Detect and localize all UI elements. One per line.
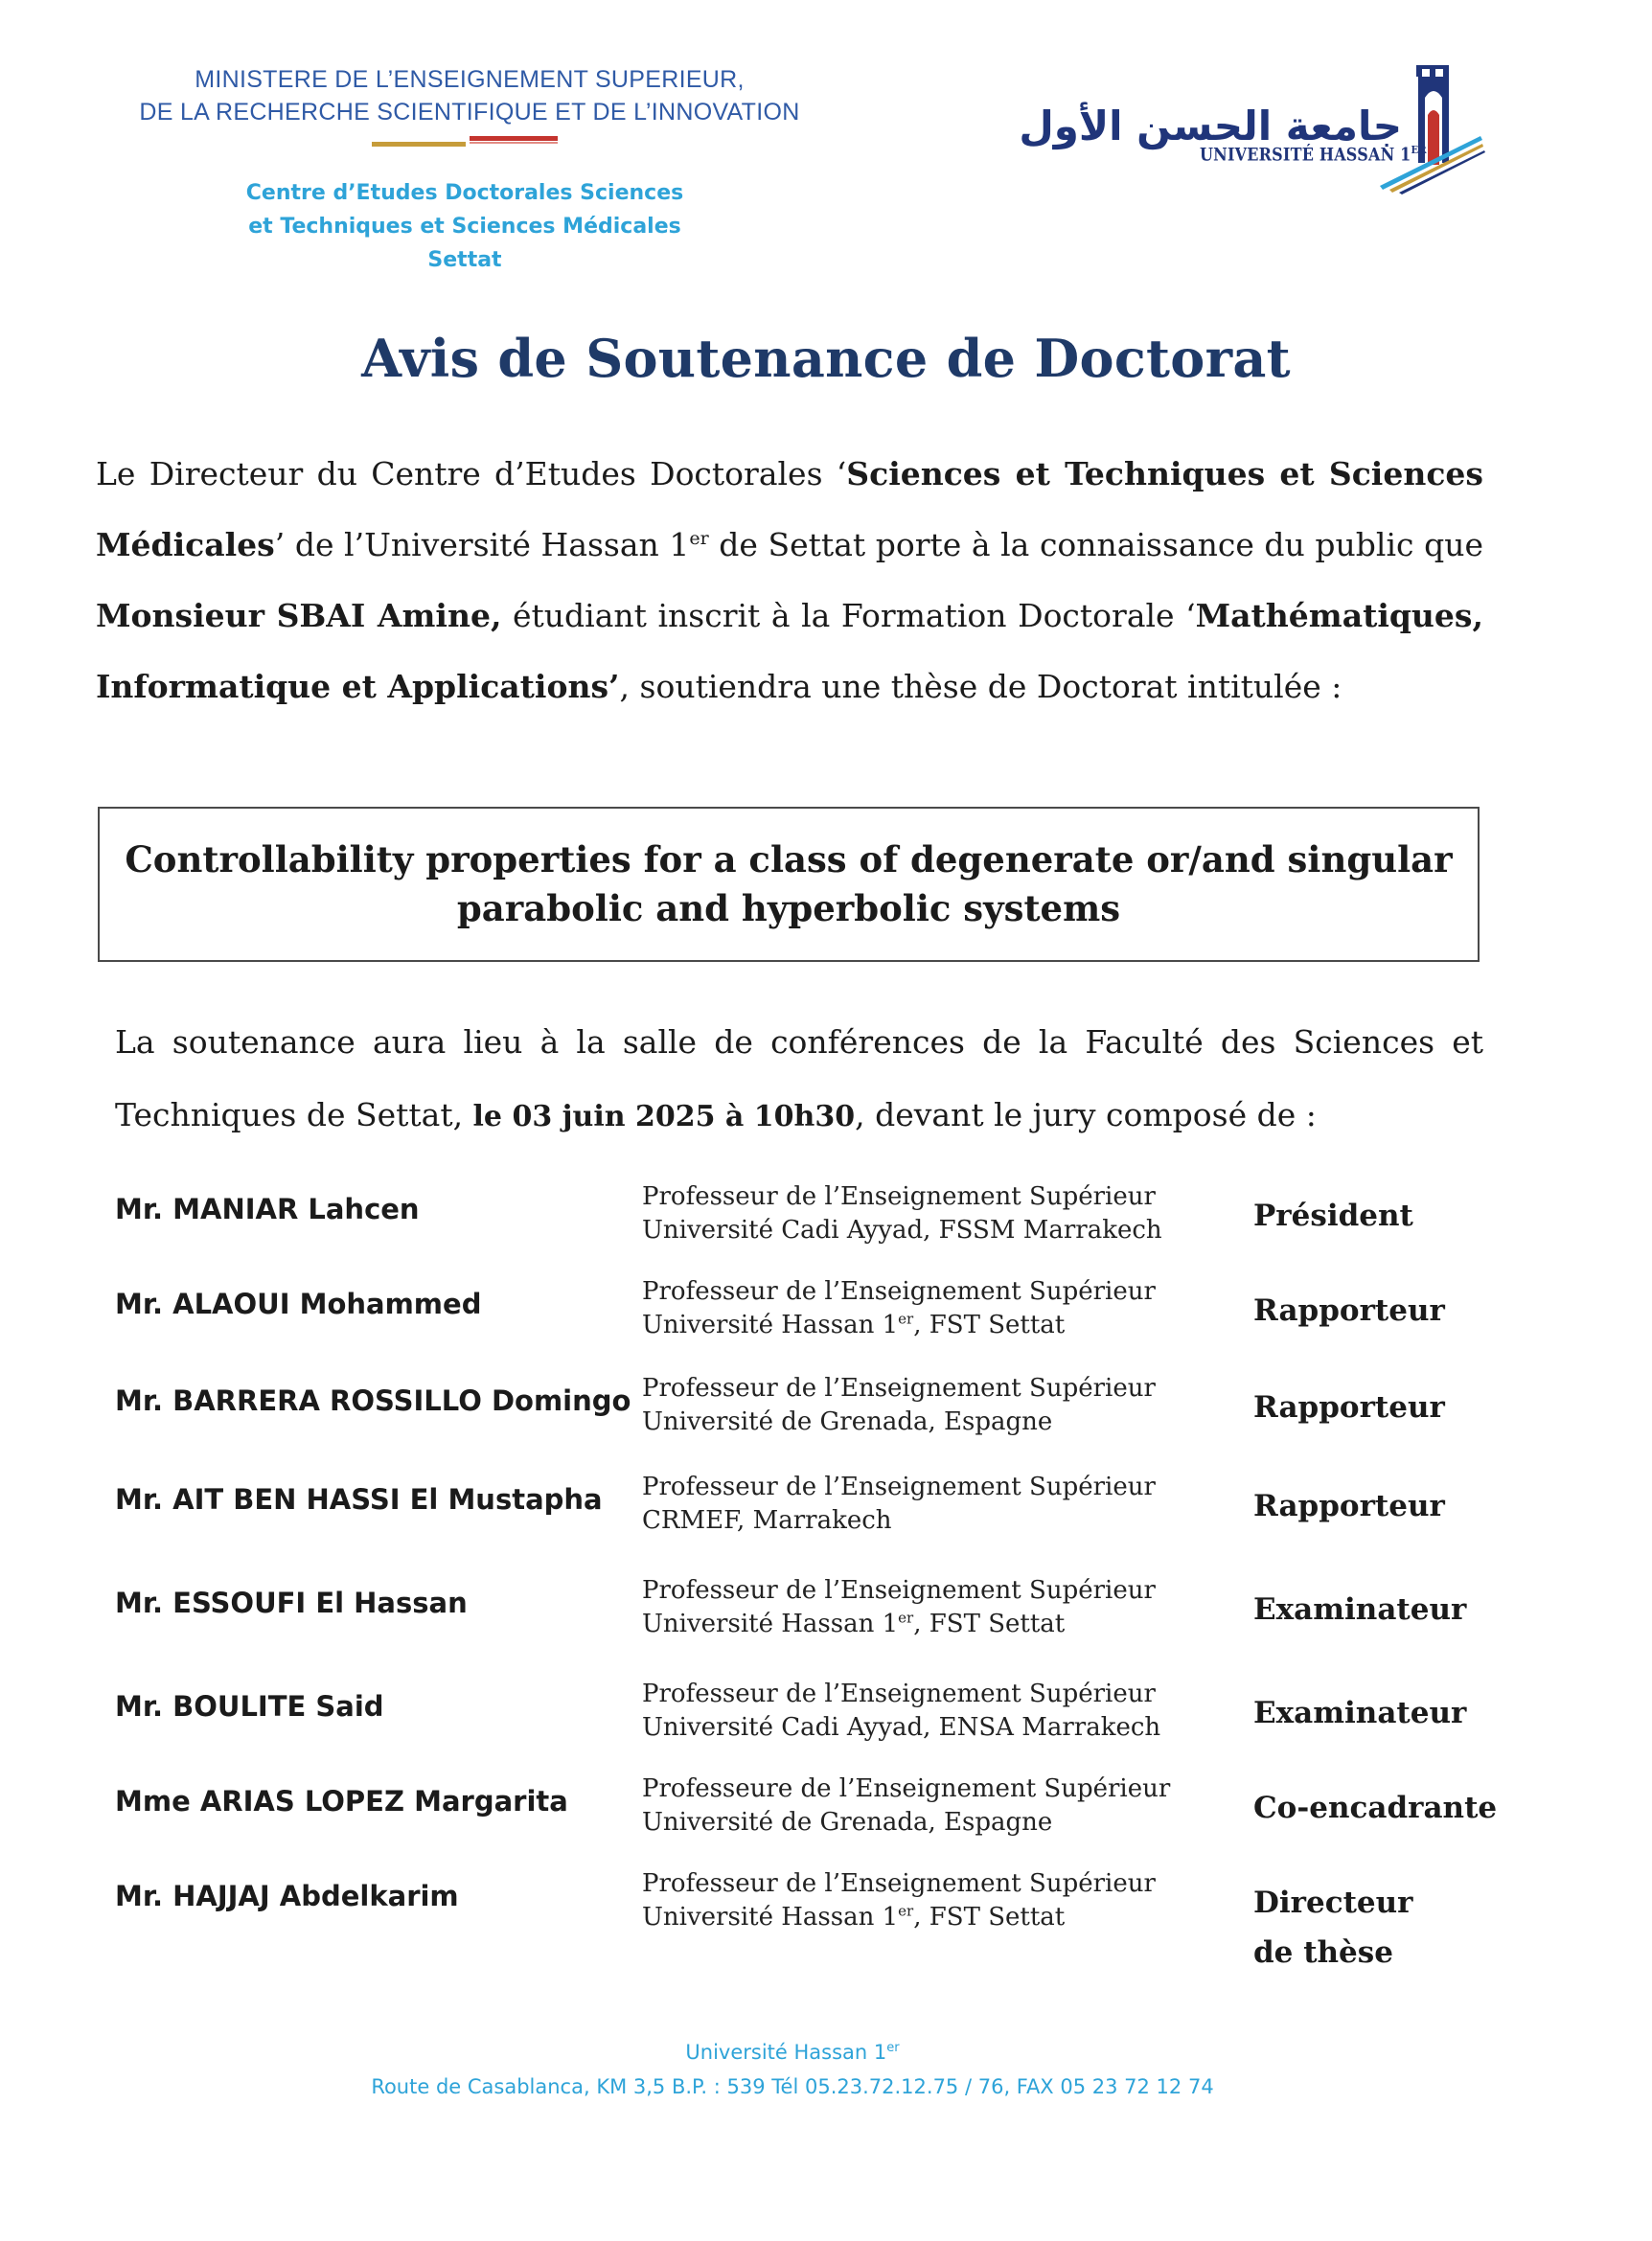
ministry-line-1: MINISTERE DE L’ENSEIGNEMENT SUPERIEUR, (195, 66, 745, 93)
intro-text-1: Le Directeur du Centre d’Etudes Doctorales ‘ (96, 455, 847, 492)
jury-member-name: Mr. MANIAR Lahcen (115, 1193, 420, 1225)
affiliation-title: Professeure de l’Enseignement Supérieur (642, 1774, 1171, 1803)
university-logo-graphic (1019, 59, 1490, 203)
affiliation-title: Professeur de l’Enseignement Supérieur (642, 1869, 1156, 1898)
intro-text-2: ’ de l’Université Hassan 1 (274, 526, 690, 563)
red-bar-shadow (470, 142, 558, 144)
red-bar (470, 136, 558, 141)
cedoc-name: Sciences et Techniques et Sciences Médicales (96, 455, 1484, 563)
affiliation-institution (642, 1309, 1179, 1342)
jury-row (0, 1374, 1585, 1471)
jury-member-name: Mme ARIAS LOPEZ Margarita (115, 1785, 568, 1818)
logo-univ-sup: ER (1411, 144, 1427, 157)
jury-row (0, 1473, 1585, 1569)
jury-member-role: Directeur de thèse (1253, 1886, 1413, 1970)
jury-member-name: Mr. HAJJAJ Abdelkarim (115, 1880, 459, 1912)
center-line-1: Centre d’Etudes Doctorales Sciences (245, 181, 684, 205)
institution-sup: er (898, 1609, 914, 1627)
page-footer (0, 2035, 1585, 2104)
gold-bar (372, 142, 466, 147)
thesis-title: Controllability properties for a class of degenerate or/and singular parabolic and hyperbolic systems (125, 838, 1453, 929)
jury-row (0, 1774, 1585, 1871)
intro-text-4: étudiant inscrit à la Formation Doctorale ‘ (501, 597, 1196, 634)
jury-member-name: Mr. BOULITE Said (115, 1690, 384, 1723)
jury-member-role: Rapporteur (1253, 1489, 1445, 1523)
center-line-3: Settat (427, 248, 502, 272)
institution-sup: er (898, 1310, 914, 1328)
jury-member-role: Examinateur (1253, 1592, 1467, 1627)
footer-university (0, 2035, 1585, 2069)
jury-member-name: Mr. AIT BEN HASSI El Mustapha (115, 1483, 603, 1516)
defense-date: le 03 juin 2025 à 10h30 (463, 1100, 856, 1133)
document-title: Avis de Soutenance de Doctorat (361, 328, 1291, 389)
jury-member-role: Rapporteur (1253, 1293, 1445, 1328)
jury-member-name: Mr. BARRERA ROSSILLO Domingo (115, 1384, 631, 1417)
formation-name: Mathématiques, Informatique et Applications’ (96, 597, 1483, 705)
jury-row (0, 1277, 1585, 1374)
institution-text: Université Hassan 1 (642, 1610, 899, 1638)
logo-univ-label: UNIVERSITÉ HASSAN 1 (1200, 144, 1411, 165)
jury-member-affiliation (642, 1372, 1179, 1439)
jury-member-affiliation (642, 1574, 1179, 1641)
intro-sup: er (689, 528, 709, 549)
jury-member-role: Président (1253, 1199, 1413, 1233)
institution-suffix: , FST Settat (913, 1610, 1066, 1638)
center-line-2: et Techniques et Sciences Médicales (248, 215, 681, 239)
jury-row (0, 1869, 1585, 1985)
affiliation-title: Professeur de l’Enseignement Supérieur (642, 1182, 1156, 1211)
affiliation-institution (642, 1406, 1179, 1439)
affiliation-institution (642, 1806, 1179, 1840)
institution-text: CRMEF, Marrakech (642, 1506, 892, 1535)
venue-text-1: La soutenance aura lieu à la salle de conférences de la Faculté des Sciences et Techniques de Settat, (115, 1023, 1483, 1133)
affiliation-title: Professeur de l’Enseignement Supérieur (642, 1576, 1156, 1605)
doctoral-center-name (220, 176, 709, 277)
footer-univ-name: Université Hassan 1 (685, 2041, 887, 2064)
ministry-line-2: DE LA RECHERCHE SCIENTIFIQUE ET DE L’INNOVATION (139, 99, 800, 126)
venue-text-2: , devant le jury composé de : (855, 1096, 1317, 1133)
jury-row (0, 1576, 1585, 1673)
thesis-title-box (98, 807, 1480, 962)
institution-text: Université Cadi Ayyad, ENSA Marrakech (642, 1713, 1161, 1742)
jury-member-affiliation (642, 1471, 1179, 1538)
logo-arabic-text: جامعة الحسن الأول (1019, 103, 1402, 149)
jury-member-role: Co-encadrante (1253, 1791, 1498, 1825)
jury-member-name: Mr. ESSOUFI El Hassan (115, 1587, 468, 1619)
affiliation-title: Professeur de l’Enseignement Supérieur (642, 1680, 1156, 1708)
ministry-header (77, 63, 862, 128)
institution-suffix: , FST Settat (913, 1311, 1066, 1339)
jury-member-affiliation (642, 1678, 1179, 1745)
intro-paragraph (96, 439, 1483, 722)
logo-university-text (1200, 144, 1427, 165)
institution-text: Université de Grenada, Espagne (642, 1808, 1053, 1837)
institution-text: Université Hassan 1 (642, 1903, 899, 1932)
institution-suffix: , FST Settat (913, 1903, 1066, 1932)
ministry-color-bars (372, 134, 563, 148)
venue-paragraph (115, 1006, 1483, 1154)
jury-row (0, 1182, 1585, 1279)
affiliation-title: Professeur de l’Enseignement Supérieur (642, 1277, 1156, 1306)
jury-member-affiliation (642, 1772, 1179, 1840)
affiliation-title: Professeur de l’Enseignement Supérieur (642, 1374, 1156, 1403)
institution-text: Université de Grenada, Espagne (642, 1407, 1053, 1436)
footer-address: Route de Casablanca, KM 3,5 B.P. : 539 Tél 05.23.72.12.75 / 76, FAX 05 23 72 12 74 (371, 2075, 1214, 2098)
jury-member-role: Examinateur (1253, 1696, 1467, 1730)
affiliation-institution (642, 1504, 1179, 1538)
jury-member-affiliation (642, 1867, 1179, 1934)
affiliation-institution (642, 1901, 1179, 1934)
affiliation-institution (642, 1711, 1179, 1745)
jury-member-role: Rapporteur (1253, 1390, 1445, 1425)
affiliation-title: Professeur de l’Enseignement Supérieur (642, 1473, 1156, 1501)
affiliation-institution (642, 1608, 1179, 1641)
institution-text: Université Hassan 1 (642, 1311, 899, 1339)
candidate-name: Monsieur SBAI Amine, (96, 597, 502, 634)
university-logo (1019, 59, 1490, 203)
institution-text: Université Cadi Ayyad, FSSM Marrakech (642, 1216, 1162, 1245)
intro-text-3: de Settat porte à la connaissance du public que (708, 526, 1483, 563)
footer-univ-sup: er (886, 2041, 900, 2055)
jury-member-name: Mr. ALAOUI Mohammed (115, 1288, 482, 1320)
affiliation-institution (642, 1214, 1179, 1247)
institution-sup: er (898, 1902, 914, 1920)
jury-row (0, 1680, 1585, 1776)
jury-member-affiliation (642, 1275, 1179, 1342)
intro-text-5: , soutiendra une thèse de Doctorat intitulée : (619, 668, 1342, 705)
jury-member-affiliation (642, 1180, 1179, 1247)
